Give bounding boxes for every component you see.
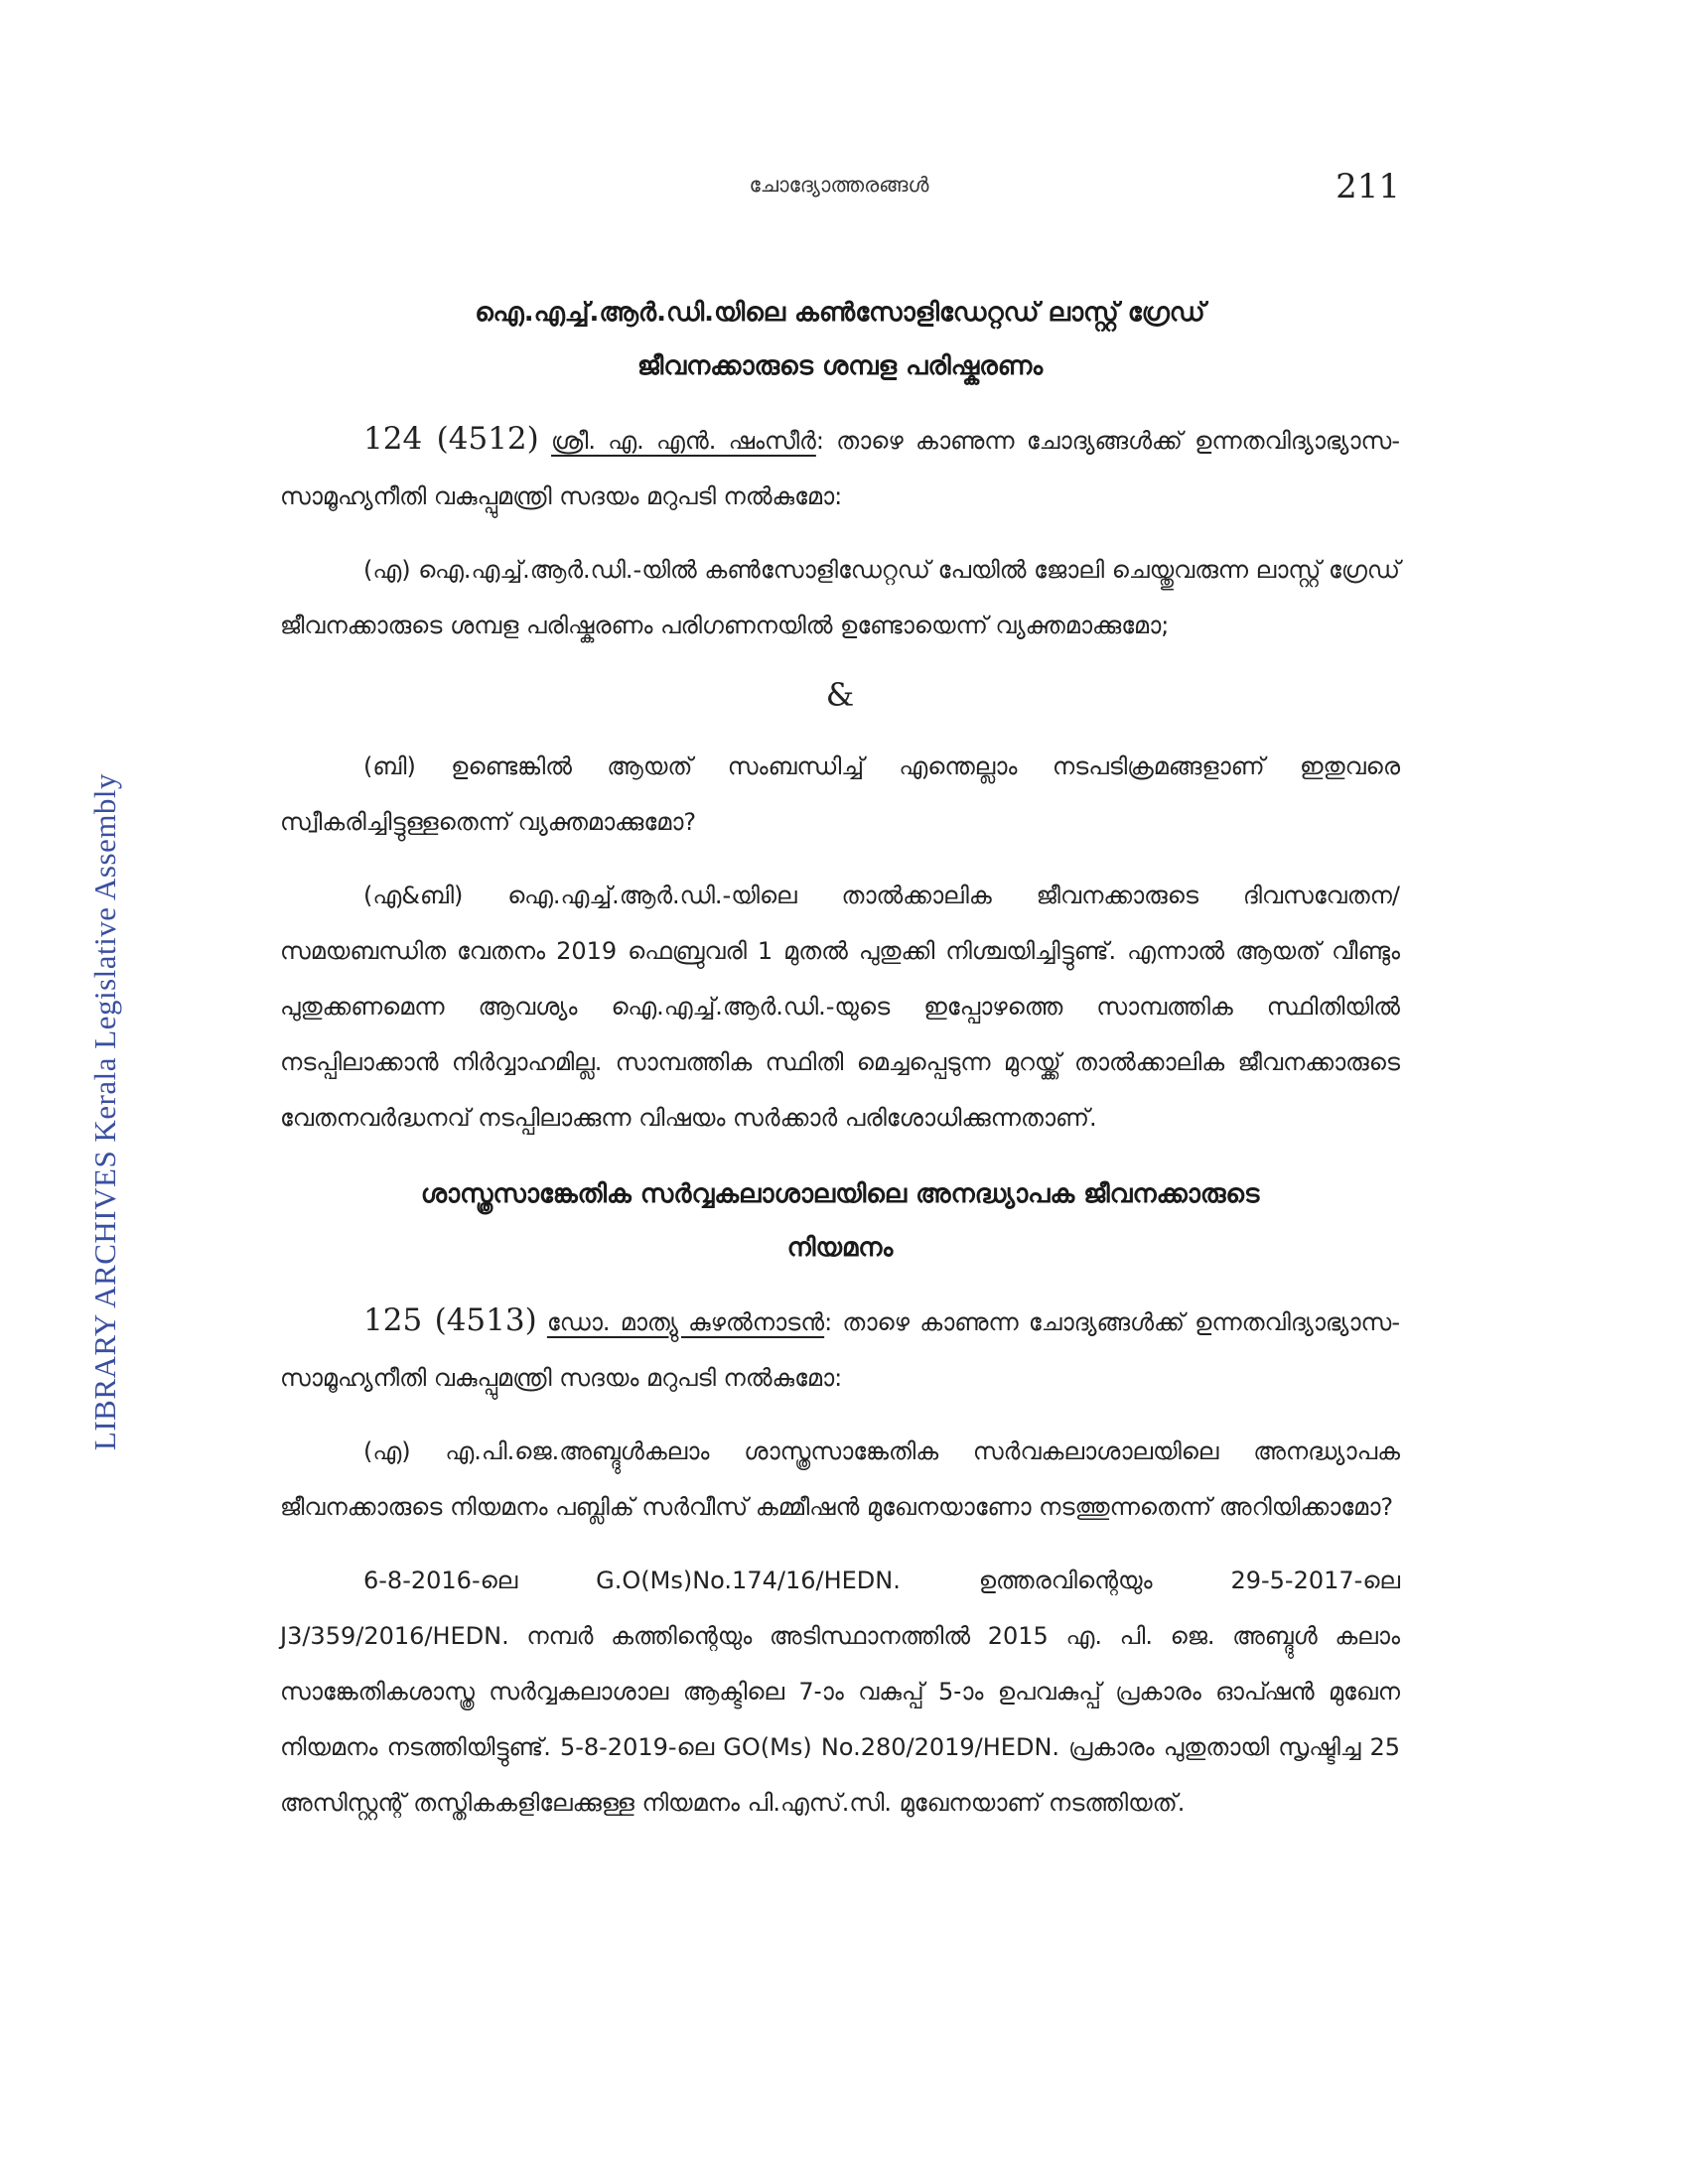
question-124-intro-text: : താഴെ കാണുന്ന ചോദ്യങ്ങൾക്ക് ഉന്നതവിദ്യാഭ്യാസ-സാമൂഹ്യനീതി വകുപ്പുമന്ത്രി സദയം മറുപടി നൽകുമോ: xyxy=(280,427,1400,510)
running-head-title: ചോദ്യോത്തരങ്ങൾ xyxy=(749,173,929,197)
question-125-heading-line1: ശാസ്ത്രസാങ്കേതിക സർവ്വകലാശാലയിലെ അനദ്ധ്യാപക ജീവനക്കാരുടെ xyxy=(420,1179,1260,1209)
question-125-intro xyxy=(280,1293,1400,1406)
page-content xyxy=(280,260,1400,1831)
question-125-heading-line2: നിയമനം xyxy=(786,1233,894,1263)
page-number: 211 xyxy=(1336,167,1400,206)
question-124-part-a: (എ) ഐ.എച്ച്.ആർ.ഡി.-യിൽ കൺസോളിഡേറ്റഡ് പേയിൽ ജോലി ചെയ്തുവരുന്ന ലാസ്റ്റ് ഗ്രേഡ് ജീവനക്കാരുടെ ശമ്പള പരിഷ്കരണം പരിഗണനയിൽ ഉണ്ടോയെന്ന് വ്യക്തമാക്കുമോ; xyxy=(280,556,1400,639)
question-125-answer: 6-8-2016-ലെ G.O(Ms)No.174/16/HEDN. ഉത്തരവിന്റെയും 29-5-2017-ലെ J3/359/2016/HEDN. നമ്പർ കത്തിന്റെയും അടിസ്ഥാനത്തിൽ 2015 എ. പി. ജെ. അബ്ദുൾ കലാം സാങ്കേതികശാസ്ത്ര സർവ്വകലാശാല ആക്ടിലെ 7-ാം വകുപ്പ് 5-ാം ഉപവകുപ്പ് പ്രകാരം ഓപ്ഷൻ മുഖേന നിയമനം നടത്തിയിട്ടുണ്ട്. 5-8-2019-ലെ GO(Ms) No.280/2019/HEDN. പ്രകാരം പുതുതായി സൃഷ്ടിച്ച 25 അസിസ്റ്റന്റ് തസ്തികകളിലേക്കുള്ള നിയമനം പി.എസ്.സി. മുഖേനയാണ് നടത്തിയത്. xyxy=(280,1567,1400,1817)
question-124-answer: (എ&ബി) ഐ.എച്ച്.ആർ.ഡി.-യിലെ താൽക്കാലിക ജീവനക്കാരുടെ ദിവസവേതന/ സമയബന്ധിത വേതനം 2019 ഫെബ്രുവരി 1 മുതൽ പുതുക്കി നിശ്ചയിച്ചിട്ടുണ്ട്. എന്നാൽ ആയത് വീണ്ടും പുതുക്കണമെന്ന ആവശ്യം ഐ.എച്ച്.ആർ.ഡി.-യുടെ ഇപ്പോഴത്തെ സാമ്പത്തിക സ്ഥിതിയിൽ നടപ്പിലാക്കാൻ നിർവ്വാഹമില്ല. സാമ്പത്തിക സ്ഥിതി മെച്ചപ്പെടുന്ന മുറയ്ക്ക് താൽക്കാലിക ജീവനക്കാരുടെ വേതനവർദ്ധനവ് നടപ്പിലാക്കുന്ന വിഷയം സർക്കാർ പരിശോധിക്കുന്നതാണ്. xyxy=(280,882,1400,1132)
question-125-number: 125 (4513) xyxy=(363,1302,537,1338)
question-124-ampersand: & xyxy=(825,676,855,714)
running-header xyxy=(278,167,1400,216)
question-125-member: ഡോ. മാത്യു കുഴൽനാടൻ xyxy=(546,1308,825,1336)
question-124-heading-line2: ജീവനക്കാരുടെ ശമ്പള പരിഷ്കരണം xyxy=(636,351,1044,381)
question-124-section xyxy=(280,260,1400,1146)
question-125-part-a: (എ) എ.പി.ജെ.അബ്ദുൾകലാം ശാസ്ത്രസാങ്കേതിക സർവകലാശാലയിലെ അനദ്ധ്യാപക ജീവനക്കാരുടെ നിയമനം പബ്ലിക് സർവീസ് കമ്മീഷൻ മുഖേനയാണോ നടത്തുന്നതെന്ന് അറിയിക്കാമോ? xyxy=(280,1437,1400,1521)
question-124-number: 124 (4512) xyxy=(363,421,539,457)
question-124-part-b: (ബി) ഉണ്ടെങ്കിൽ ആയത് സംബന്ധിച്ച് എന്തെല്ലാം നടപടിക്രമങ്ങളാണ് ഇതുവരെ സ്വീകരിച്ചിട്ടുള്ളതെന്ന് വ്യക്തമാക്കുമോ? xyxy=(280,752,1400,836)
question-125-section xyxy=(280,1146,1400,1831)
archive-watermark: LIBRARY ARCHIVES Kerala Legislative Assembly xyxy=(87,772,122,1451)
question-124-heading-line1: ഐ.എച്ച്.ആർ.ഡി.യിലെ കൺസോളിഡേറ്റഡ് ലാസ്റ്റ് ഗ്രേഡ് xyxy=(475,298,1205,328)
question-124-intro xyxy=(280,411,1400,524)
question-125-intro-text: : താഴെ കാണുന്ന ചോദ്യങ്ങൾക്ക് ഉന്നതവിദ്യാഭ്യാസ-സാമൂഹ്യനീതി വകുപ്പുമന്ത്രി സദയം മറുപടി നൽകുമോ: xyxy=(280,1308,1400,1392)
question-124-member: ശ്രീ. എ. എൻ. ഷംസീർ xyxy=(551,427,816,455)
question-124-heading xyxy=(280,286,1400,393)
question-125-heading xyxy=(280,1167,1400,1275)
